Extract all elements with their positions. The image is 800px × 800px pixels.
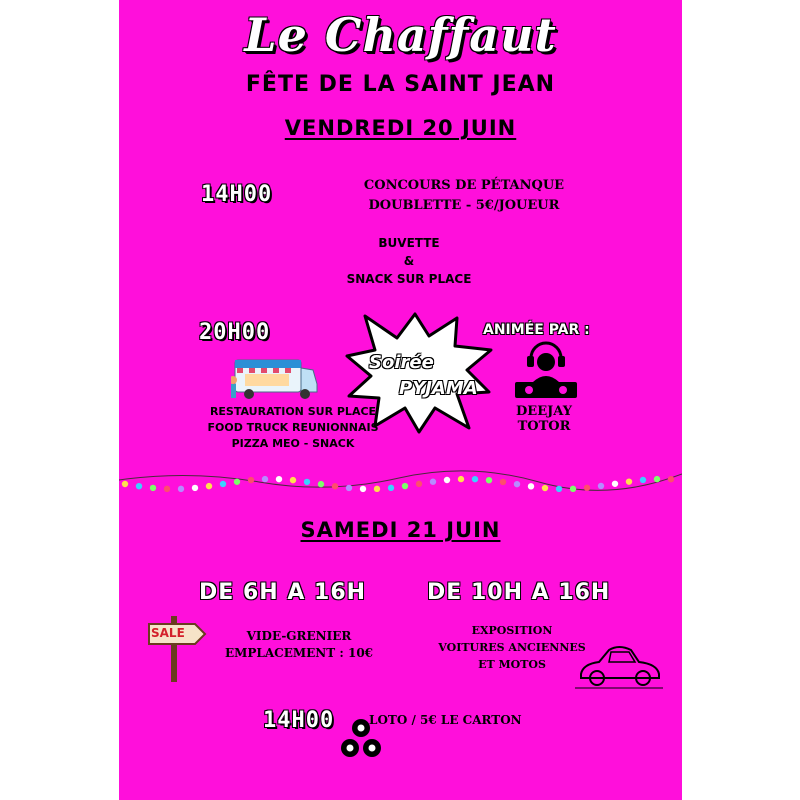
light-bulb xyxy=(528,483,534,489)
soiree-starburst-icon xyxy=(345,312,495,434)
petanque-info xyxy=(319,176,609,216)
light-bulb xyxy=(416,481,422,487)
light-bulb xyxy=(122,481,128,487)
light-bulb xyxy=(262,476,268,482)
light-bulb xyxy=(640,477,646,483)
soiree-word: Soirée xyxy=(369,352,434,373)
saturday-heading: SAMEDI 21 JUIN xyxy=(300,518,501,542)
light-bulb xyxy=(234,479,240,485)
light-bulb xyxy=(374,486,380,492)
exposition-time: DE 10H A 16H xyxy=(427,580,611,605)
light-bulb xyxy=(164,486,170,492)
petanque-line1: CONCOURS DE PÉTANQUE xyxy=(363,178,565,193)
light-bulb xyxy=(500,479,506,485)
vide-grenier-line2: EMPLACEMENT : 10€ xyxy=(224,646,374,660)
light-bulb xyxy=(458,476,464,482)
light-bulb xyxy=(556,486,562,492)
food-line2: FOOD TRUCK REUNIONNAIS xyxy=(207,421,379,434)
dj-line2: TOTOR xyxy=(517,419,571,434)
light-bulb xyxy=(626,478,632,484)
light-bulb xyxy=(584,485,590,491)
light-bulb xyxy=(276,476,282,482)
vintage-car-icon xyxy=(575,640,665,692)
light-bulb xyxy=(598,483,604,489)
light-bulb xyxy=(178,486,184,492)
light-bulb xyxy=(304,479,310,485)
light-bulb xyxy=(514,481,520,487)
light-bulb xyxy=(206,483,212,489)
vide-grenier-line1: VIDE-GRENIER xyxy=(246,629,352,643)
light-bulb xyxy=(542,485,548,491)
light-bulb xyxy=(318,481,324,487)
string-lights-divider xyxy=(119,460,682,496)
animated-by-label: ANIMÉE PAR : xyxy=(483,322,590,338)
food-line1: RESTAURATION SUR PLACE xyxy=(209,405,377,418)
light-bulb xyxy=(248,477,254,483)
vide-grenier-time: DE 6H A 16H xyxy=(199,580,367,605)
exposition-line2: VOITURES ANCIENNES xyxy=(438,641,586,654)
pyjama-word: PYJAMA xyxy=(399,378,478,399)
light-bulb xyxy=(346,485,352,491)
light-bulb xyxy=(136,483,142,489)
buvette-line1: BUVETTE xyxy=(378,236,440,250)
poster-title: Le Chaffaut xyxy=(244,8,557,62)
light-bulb xyxy=(402,483,408,489)
light-bulb xyxy=(388,485,394,491)
light-bulb xyxy=(668,476,674,482)
light-bulb xyxy=(444,477,450,483)
light-bulb xyxy=(472,476,478,482)
loto-time: 14H00 xyxy=(263,708,335,733)
petanque-line2: DOUBLETTE - 5€/JOUEUR xyxy=(368,198,560,213)
poster xyxy=(119,0,682,800)
sale-sign-text: SALE xyxy=(151,626,185,640)
exposition-line1: EXPOSITION xyxy=(471,624,553,637)
light-bulb xyxy=(192,485,198,491)
light-bulb xyxy=(360,486,366,492)
event-subtitle: FÊTE DE LA SAINT JEAN xyxy=(245,72,556,97)
dj-name xyxy=(503,404,585,434)
light-bulb xyxy=(430,479,436,485)
dj-line1: DEEJAY xyxy=(516,404,572,419)
loto-text: LOTO / 5€ LE CARTON xyxy=(369,713,522,727)
light-bulb xyxy=(332,483,338,489)
vide-grenier-info xyxy=(199,628,399,662)
light-bulb xyxy=(220,481,226,487)
light-bulb xyxy=(570,486,576,492)
light-bulb xyxy=(486,477,492,483)
buvette-line3: SNACK SUR PLACE xyxy=(346,272,472,286)
light-bulb xyxy=(290,477,296,483)
light-bulb xyxy=(654,476,660,482)
food-line3: PIZZA MEO - SNACK xyxy=(231,437,355,450)
friday-afternoon-time: 14H00 xyxy=(201,182,273,207)
buvette-line2: & xyxy=(403,254,415,268)
light-bulb xyxy=(150,485,156,491)
friday-heading: VENDREDI 20 JUIN xyxy=(284,116,517,140)
friday-evening-time: 20H00 xyxy=(199,320,271,345)
light-bulb xyxy=(612,481,618,487)
food-truck-icon xyxy=(231,354,321,402)
dj-icon xyxy=(513,340,579,400)
exposition-line3: ET MOTOS xyxy=(478,658,546,671)
buvette-info xyxy=(269,234,549,288)
